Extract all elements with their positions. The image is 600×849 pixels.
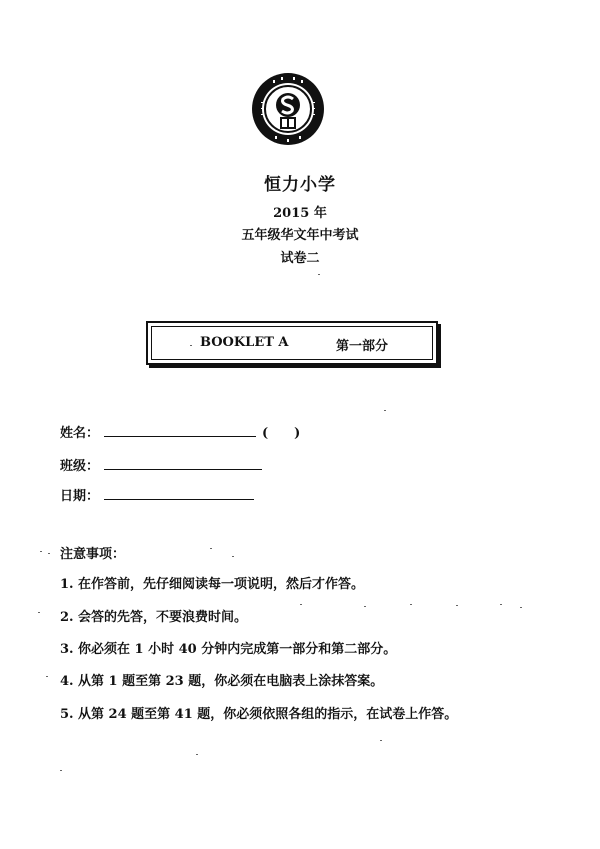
name-label: 姓名： — [60, 426, 100, 441]
booklet-label-en: BOOKLET A — [200, 335, 289, 350]
instruction-item: 3. 你必须在 1 小时 40 分钟内完成第一部分和第二部分。 — [60, 642, 397, 657]
booklet-label-box — [146, 321, 438, 365]
instruction-item: 4. 从第 1 题至第 23 题，你必须在电脑表上涂抹答案。 — [60, 674, 384, 689]
class-blank-line[interactable] — [104, 469, 262, 470]
date-blank-line[interactable] — [104, 499, 254, 500]
exam-title: 五年级华文年中考试 — [241, 228, 359, 243]
name-blank-line[interactable] — [104, 436, 256, 437]
paper-number: 试卷二 — [280, 251, 320, 266]
date-label: 日期： — [60, 489, 100, 504]
instructions-title: 注意事项： — [60, 547, 126, 562]
name-field — [60, 422, 320, 442]
exam-year: 2015 年 — [273, 206, 327, 221]
booklet-label-zh: 第一部分 — [336, 339, 389, 354]
class-label: 班级： — [60, 459, 100, 474]
instruction-item: 2. 会答的先答，不要浪费时间。 — [60, 610, 248, 625]
register-number-paren: ( ) — [262, 426, 301, 441]
booklet-inner-border — [151, 326, 433, 360]
instruction-item: 1. 在作答前，先仔细阅读每一项说明，然后才作答。 — [60, 577, 365, 592]
class-field — [60, 455, 280, 475]
instruction-item: 5. 从第 24 题至第 41 题，你必须依照各组的指示，在试卷上作答。 — [60, 707, 458, 722]
date-field — [60, 485, 280, 505]
school-crest-logo — [251, 72, 325, 146]
school-name: 恒力小学 — [264, 175, 336, 195]
